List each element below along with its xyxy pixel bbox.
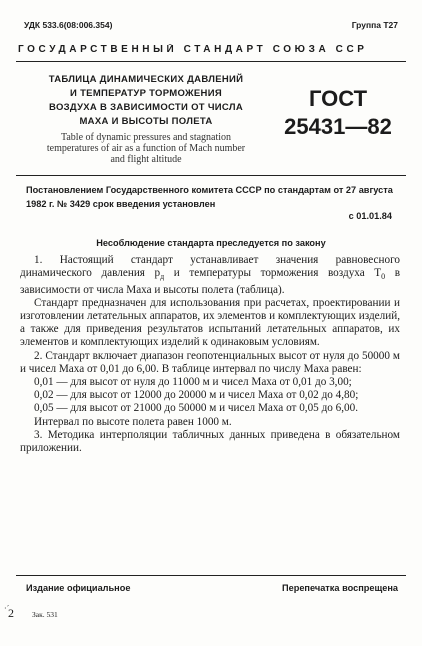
decree-text: Постановлением Государственного комитета СССР по стандартам от 27 августа 1982 г. № 3429 срок введения установлен [26,185,393,209]
margin-mark: ·´ [4,604,10,613]
order-number: Зак. 531 [32,610,58,619]
title-russian: ТАБЛИЦА ДИНАМИЧЕСКИХ ДАВЛЕНИЙ И ТЕМПЕРАТУР ТОРМОЖЕНИЯ ВОЗДУХА В ЗАВИСИМОСТИ ОТ ЧИСЛА МАХА И ВЫСОТЫ ПОЛЕТА [48,74,244,127]
paragraph-4: Интервал по высоте полета равен 1000 м. [34,415,232,428]
paragraph-3: 2. Стандарт включает диапазон геопотенциальных высот от нуля до 50000 м и чисел Маха от 0,01 до 6,00. В таблице интервал по числу Маха равен: [20,349,400,375]
group-code: Группа Т27 [351,20,398,30]
udc-code: УДК 533.6(08:006.354) [24,20,113,30]
effective-date: с 01.01.84 [348,211,392,221]
bottom-rule [16,575,406,576]
reprint-prohibited: Перепечатка воспрещена [282,583,398,593]
paragraph-1: 1. Настоящий стандарт устанавливает значения равновесного динамического давления $p_д$ и температуры торможения воздуха $T_0$ в зависимости от числа Маха и высоты полета (таблица). [20,254,400,296]
body-text [20,254,400,455]
official-edition: Издание официальное [26,583,131,593]
middle-rule [16,175,406,176]
legal-warning: Несоблюдение стандарта преследуется по закону [96,238,326,248]
interval-item-3: 0,05 — для высот от 21000 до 50000 м и чисел Маха от 0,05 до 6,00. [34,402,359,415]
paragraph-2: Стандарт предназначен для использования при расчетах, проектировании и изготовлении летательных аппаратов, их элементов и комплектующих изделий, а также для приведения результатов испытаний летательных аппаратов, их элементов и комплектующих изделий к одинаковым условиям. [20,296,400,349]
paragraph-5: 3. Методика интерполяции табличных данных приведена в обязательном приложении. [20,428,400,455]
interval-item-1: 0,01 — для высот от нуля до 11000 м и чисел Маха от 0,01 до 3,00; [34,376,352,389]
page-number: 2 [8,606,14,620]
standard-banner: ГОСУДАРСТВЕННЫЙ СТАНДАРТ СОЮЗА ССР [18,44,368,55]
interval-item-2: 0,02 — для высот от 12000 до 20000 м и чисел Маха от 0,02 до 4,80; [34,389,359,402]
gost-number: 25431—82 [284,114,392,139]
title-english: Table of dynamic pressures and stagnation temperatures of air as a function of Mach number and flight altitude [46,132,246,165]
gost-label: ГОСТ [308,86,368,111]
top-rule [16,61,406,62]
